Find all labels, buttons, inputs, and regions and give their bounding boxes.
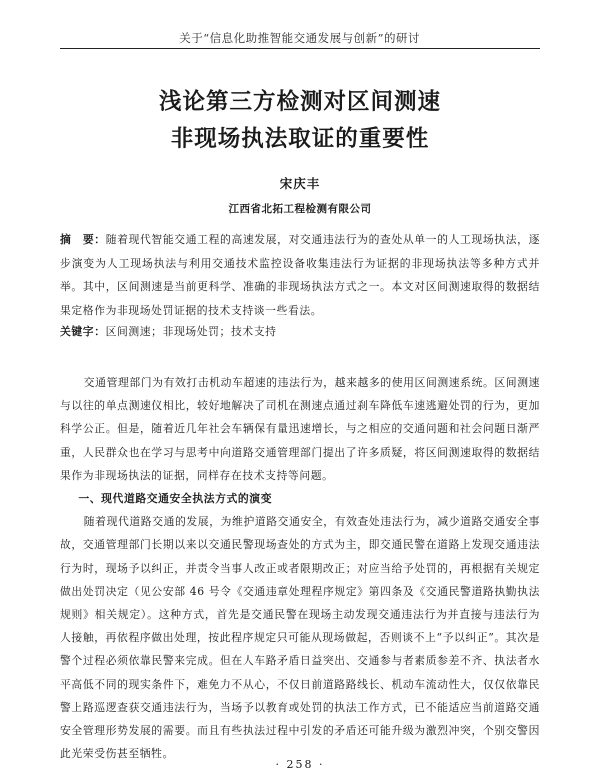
author-affiliation: 江西省北拓工程检测有限公司 [228, 203, 372, 215]
running-header: 关于“信息化助推智能交通发展与创新”的研讨 [179, 31, 420, 45]
page-number: · 258 · [275, 758, 325, 771]
header-rule [60, 48, 540, 49]
abstract-text: 随着现代智能交通工程的高速发展，对交通违法行为的查处从单一的人工现场执法，逐步演变为人工现场执法与利用交通技术监控设备收集违法行为证据的非现场执法等多种方式并举。其中，区间测速是当前更科学、准确的非现场执法方式之一。本文对区间测速取得的数据结果定格作为非现场处罚证据的技术支持谈一些看法。 [60, 233, 540, 317]
title-line-1: 浅论第三方检测对区间测速 [158, 89, 441, 115]
keywords [60, 323, 540, 341]
keywords-text: 区间测速；非现场处罚；技术支持 [105, 325, 277, 338]
abstract [60, 228, 540, 322]
author-name: 宋庆丰 [279, 176, 321, 191]
intro-paragraph: 交通管理部门为有效打击机动车超速的违法行为，越来越多的使用区间测速系统。区间测速与以往的单点测速仪相比，较好地解决了司机在测速点通过刹车降低车速逃避处罚的行为，更加科学公正。但是，随着近几年社会车辆保有量迅速增长，与之相应的交通问题和社会问题日渐严重，人民群众也在学习与思考中向道路交通管理部门提出了许多质疑，将区间测速取得的数据结果作为非现场执法的证据，同样存在技术支持等问题。 [60, 376, 540, 482]
abstract-label: 摘 要： [60, 233, 106, 246]
title-line-2: 非现场执法取证的重要性 [170, 126, 430, 152]
article-body [60, 371, 540, 765]
section-heading: 一、现代道路交通安全执法方式的演变 [78, 492, 273, 506]
section-paragraph: 随着现代道路交通的发展，为维护道路交通安全，有效查处违法行为，减少道路交通安全事故，交通管理部门长期以来以交通民警现场查处的方式为主，即交通民警在道路上发现交通违法行为时，现场予以纠正，并责令当事人改正或者限期改正；对应当给予处罚的，再根据有关规定做出处罚决定（见公安部 46 号令《交通违章处理程序规定》第四条及《交通民警道路执勤执法规则》相关规定）。这种方式，首先是交通民警在现场主动发现交通违法行为并直接与违法行为人接触，再依程序做出处理，按此程序规定只可能从现场做起，否则谈不上“予以纠正”。其次是警个过程必须依靠民警来完成。但在人车路矛盾日益突出、交通参与者素质参差不齐、执法者水平高低不同的现实条件下，难免力不从心，不仅日前道路路线长、机动车流动性大，仅仅依靠民警上路巡逻查获交通违法行为，当场予以教育或处罚的执法工作方式，已不能适应当前道路交通安全管理形势发展的需要。而且有些执法过程中引发的矛盾还可能升级为激烈冲突，个别交警因此光荣受伤甚至牺牲。 [60, 515, 540, 761]
article-title [60, 84, 540, 158]
keywords-label: 关键字： [60, 325, 106, 338]
